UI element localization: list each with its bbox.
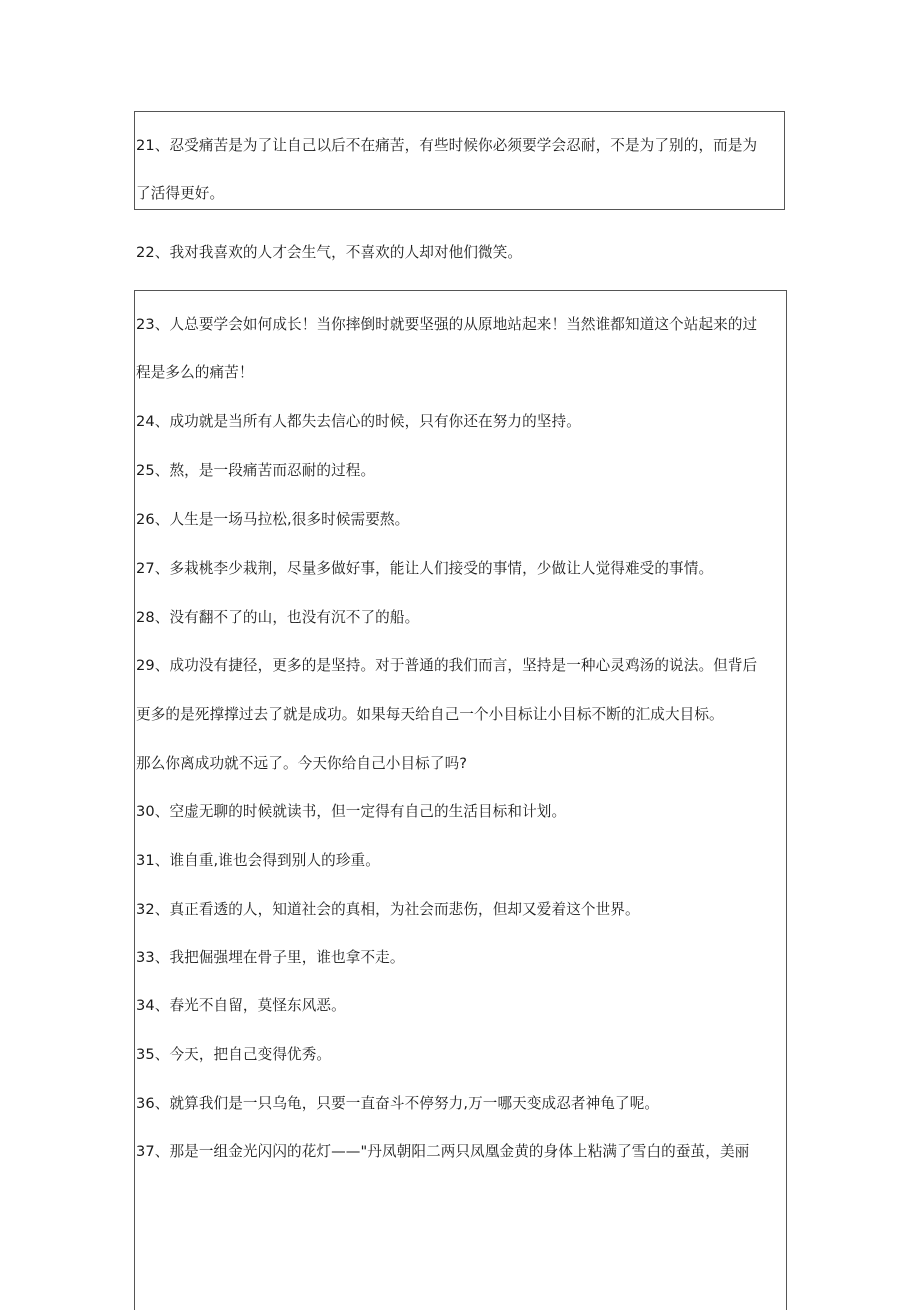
text-line: 更多的是死撑撑过去了就是成功。如果每天给自己一个小目标让小目标不断的汇成大目标。 — [136, 706, 724, 723]
text-line: 34、春光不自留，莫怪东风恶。 — [136, 997, 346, 1014]
quote-box-21 — [134, 111, 785, 210]
text-line: 30、空虚无聊的时候就读书，但一定得有自己的生活目标和计划。 — [136, 803, 567, 820]
text-line: 32、真正看透的人，知道社会的真相，为社会而悲伤，但却又爱着这个世界。 — [136, 901, 640, 918]
text-line: 了活得更好。 — [136, 185, 225, 202]
text-line: 21、忍受痛苦是为了让自己以后不在痛苦，有些时候你必须要学会忍耐，不是为了别的，而是为 — [136, 137, 758, 154]
text-line: 24、成功就是当所有人都失去信心的时候，只有你还在努力的坚持。 — [136, 413, 581, 430]
text-line: 程是多么的痛苦！ — [136, 364, 254, 381]
text-line: 22、我对我喜欢的人才会生气，不喜欢的人却对他们微笑。 — [136, 244, 523, 261]
text-line: 37、那是一组金光闪闪的花灯——"丹凤朝阳二两只凤凰金黄的身体上粘满了雪白的蚕茧，美丽 — [136, 1143, 750, 1160]
text-line: 25、熬，是一段痛苦而忍耐的过程。 — [136, 462, 376, 479]
text-line: 28、没有翻不了的山，也没有沉不了的船。 — [136, 609, 420, 626]
text-line: 31、谁自重,谁也会得到别人的珍重。 — [136, 852, 380, 869]
text-line: 33、我把倔强埋在骨子里，谁也拿不走。 — [136, 949, 405, 966]
text-line: 那么你离成功就不远了。今天你给自己小目标了吗? — [136, 755, 468, 772]
text-line: 35、今天，把自己变得优秀。 — [136, 1046, 332, 1063]
text-line: 27、多栽桃李少栽荆，尽量多做好事，能让人们接受的事情，少做让人觉得难受的事情。 — [136, 560, 714, 577]
text-line: 23、人总要学会如何成长！当你摔倒时就要坚强的从原地站起来！当然谁都知道这个站起来的过 — [136, 316, 758, 333]
text-line: 29、成功没有捷径，更多的是坚持。对于普通的我们而言，坚持是一种心灵鸡汤的说法。但背后 — [136, 657, 758, 674]
text-line: 36、就算我们是一只乌龟，只要一直奋斗不停努力,万一哪天变成忍者神龟了呢。 — [136, 1095, 660, 1112]
text-line: 26、人生是一场马拉松,很多时候需要熬。 — [136, 511, 410, 528]
